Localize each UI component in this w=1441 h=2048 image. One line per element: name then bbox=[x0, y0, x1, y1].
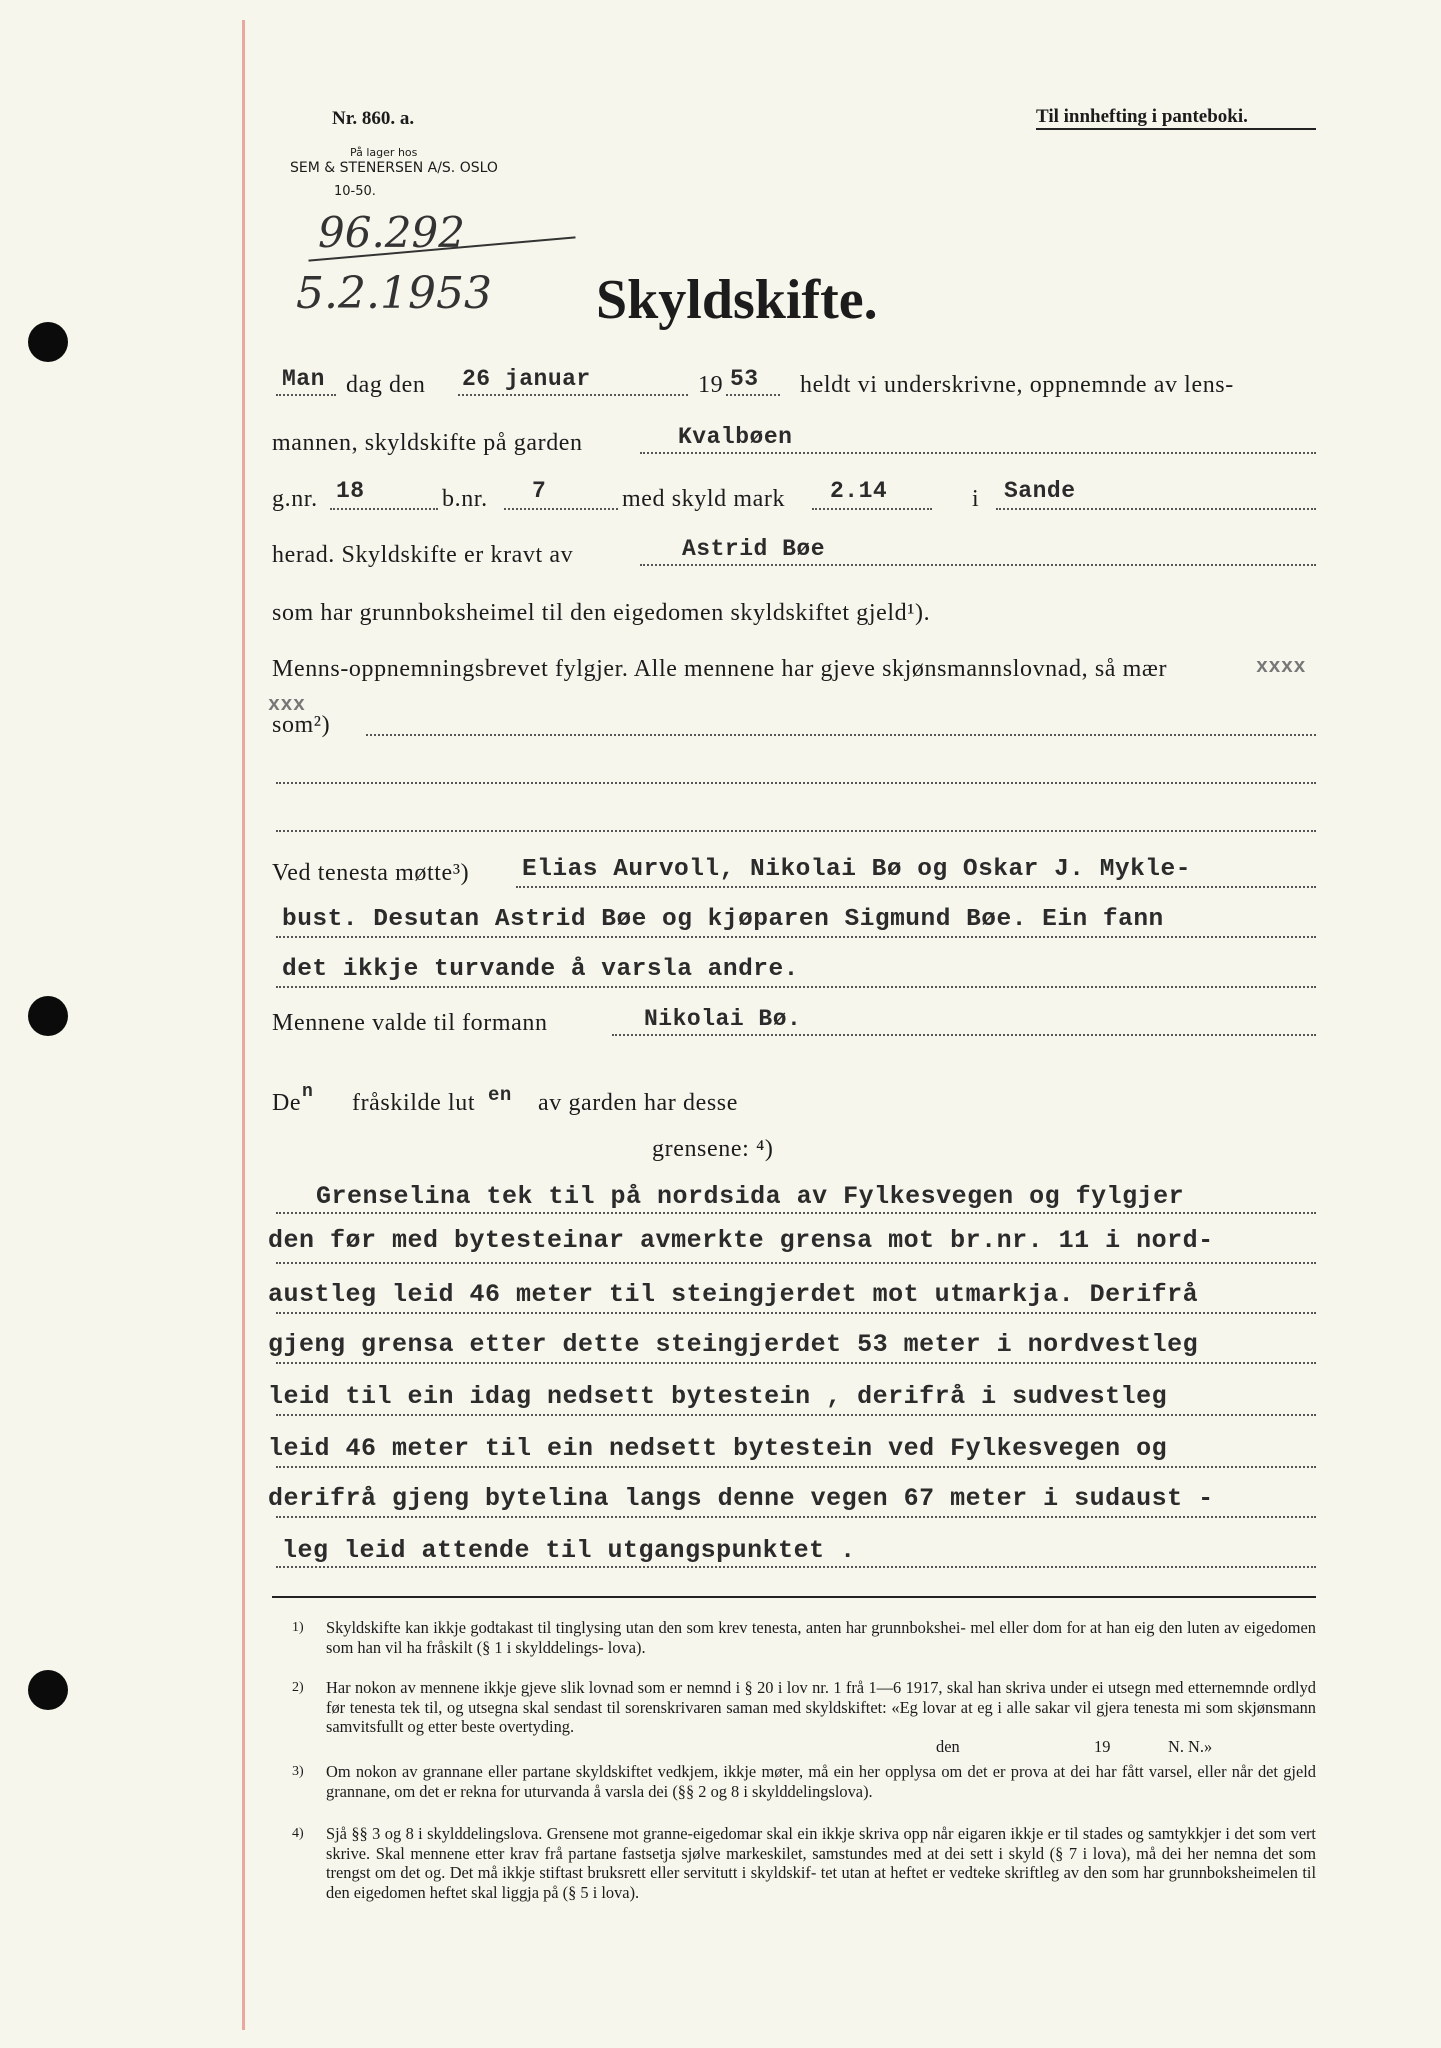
present-line: Elias Aurvoll, Nikolai Bø og Oskar J. Mykle- bbox=[522, 856, 1191, 883]
footnote-text: Har nokon av mennene ikkje gjeve slik lovnad som er nemnd i § 20 i lov nr. 1 frå 1—6 1917, skal han skriva under ei utsegn med etternemnde ordlyd før tenesta tek til, og utsegna skal sendast til sorenskrivaren saman med skyldskiftet: «Eg lovar at eg i alle sakar vil gjera tenesta mi som skjønsmann samvitsfullt og etter beste overtyding. bbox=[326, 1678, 1316, 1737]
fill-line bbox=[458, 394, 688, 396]
fill-line bbox=[640, 564, 1316, 566]
footnote-text: Sjå §§ 3 og 8 i skylddelingslova. Grensene mot granne-eigedomar skal ein ikkje skriva opp når eigaren ikkje er til stades og samtykkjer i det som vert skrive. Skal mennene etter krav frå partane fastsetja sjølve markeskilet, samstundes med at dei sett i skyld (§ 7 i lova), må dei her nemna det som trengst om det og. Det må ikkje stiftast bruksrett eller servitutt i skyldskif- tet utan at heftet er vedteke skriftleg av den som har grunnboksheimelen til den eigedomen heftet skal liggja på (§ 5 i lova). bbox=[326, 1824, 1316, 1902]
registration-number: 96.292 bbox=[318, 208, 465, 257]
fill-line bbox=[640, 452, 1316, 454]
boundary-label: grensene: ⁴) bbox=[652, 1136, 774, 1162]
label-skyld: med skyld mark bbox=[622, 486, 786, 512]
fill-line bbox=[276, 1212, 1316, 1214]
fill-line bbox=[612, 1034, 1316, 1036]
footnote-number: 3) bbox=[292, 1764, 304, 1779]
publisher-line2: SEM & STENERSEN A/S. OSLO bbox=[290, 160, 498, 176]
print-code: 10-50. bbox=[334, 184, 376, 199]
fill-line bbox=[276, 394, 336, 396]
boundary-line: derifrå gjeng bytelina langs denne vegen 67 meter i sudaust - bbox=[268, 1484, 1214, 1513]
boundary-line: austleg leid 46 meter til steingjerdet mot utmarkja. Derifrå bbox=[268, 1280, 1199, 1309]
footnote-number: 1) bbox=[292, 1620, 304, 1635]
label-i: i bbox=[972, 486, 980, 512]
fill-line bbox=[276, 1516, 1316, 1518]
punch-hole bbox=[28, 322, 68, 362]
fill-line bbox=[276, 830, 1316, 832]
footnote-separator bbox=[272, 1596, 1316, 1598]
fill-line bbox=[276, 936, 1316, 938]
fill-line bbox=[276, 1262, 1316, 1264]
publisher-line1: På lager hos bbox=[350, 146, 418, 159]
present-line: bust. Desutan Astrid Bøe og kjøparen Sigmund Bøe. Ein fann bbox=[282, 906, 1164, 933]
chair-value: Nikolai Bø. bbox=[644, 1006, 802, 1032]
present-line: det ikkje turvande å varsla andre. bbox=[282, 956, 799, 983]
punch-hole bbox=[28, 996, 68, 1036]
footnote-text: Om nokon av grannane eller partane skyldskiftet vedkjem, ikkje møter, må ein her opplysa om det er prova at dei har fått varsel, eller når det gjeld grannane, om det er rekna for uturvanda å varsla dei (§§ 2 og 8 i skylddelingslova). bbox=[326, 1762, 1316, 1801]
footnote-nn: N. N.» bbox=[1168, 1737, 1213, 1756]
binding-note: Til innhefting i panteboki. bbox=[1036, 106, 1248, 127]
gnr-value: 18 bbox=[336, 478, 365, 504]
label-garden: mannen, skyldskifte på garden bbox=[272, 430, 583, 456]
footnote-den: den bbox=[936, 1737, 960, 1756]
fill-line bbox=[276, 1466, 1316, 1468]
strike-marks: xxxx bbox=[1256, 656, 1307, 679]
parcel-text-b: av garden har desse bbox=[538, 1090, 738, 1116]
margin-line bbox=[242, 20, 245, 2030]
skyld-value: 2.14 bbox=[830, 478, 888, 504]
label-present: Ved tenesta møtte³) bbox=[272, 860, 470, 886]
parcel-prefix: De bbox=[272, 1090, 302, 1116]
fill-line bbox=[276, 986, 1316, 988]
binding-note-underline bbox=[1036, 128, 1316, 130]
label-kravt-av: herad. Skyldskifte er kravt av bbox=[272, 542, 574, 568]
bnr-value: 7 bbox=[532, 478, 547, 504]
fill-line bbox=[276, 782, 1316, 784]
fill-line bbox=[276, 1414, 1316, 1416]
boundary-line: leid 46 meter til ein nedsett bytestein ved Fylkesvegen og bbox=[268, 1434, 1168, 1463]
fill-line bbox=[516, 886, 1316, 888]
label-dag-den: dag den bbox=[346, 372, 426, 398]
fill-line bbox=[330, 508, 438, 510]
fill-line bbox=[726, 394, 780, 396]
boundary-line: leg leid attende til utgangspunktet . bbox=[282, 1536, 856, 1565]
label-chair: Mennene valde til formann bbox=[272, 1010, 548, 1036]
footnote-text: Skyldskifte kan ikkje godtakast til tinglysing utan den som krev tenesta, anten har grunnbokshei- mel eller dom for at han eig den luten av eigedomen som han vil ha fråskilt (§ 1 i skylddelings- lova). bbox=[326, 1618, 1316, 1657]
page-title: Skyldskifte. bbox=[596, 269, 878, 331]
boundary-line: den før med bytesteinar avmerkte grensa mot br.nr. 11 i nord- bbox=[268, 1226, 1214, 1255]
fill-line bbox=[276, 1312, 1316, 1314]
fill-line bbox=[276, 1566, 1316, 1568]
form-number: Nr. 860. a. bbox=[332, 108, 415, 129]
requester-value: Astrid Bøe bbox=[682, 536, 826, 562]
heimel-text: som har grunnboksheimel til den eigedomen skyldskiftet gjeld¹). bbox=[272, 600, 931, 626]
farm-value: Kvalbøen bbox=[678, 424, 793, 450]
fill-line bbox=[996, 508, 1316, 510]
date-value: 26 januar bbox=[462, 366, 591, 392]
label-gnr: g.nr. bbox=[272, 486, 318, 512]
label-heldt-vi: heldt vi underskrivne, oppnemnde av lens- bbox=[800, 372, 1234, 398]
parcel-en: en bbox=[488, 1084, 512, 1106]
boundary-line: gjeng grensa etter dette steingjerdet 53 meter i nordvestleg bbox=[268, 1330, 1199, 1359]
municipality-value: Sande bbox=[1004, 478, 1076, 504]
parcel-text-a: fråskilde lut bbox=[352, 1090, 476, 1116]
fill-line bbox=[504, 508, 618, 510]
punch-hole bbox=[28, 1670, 68, 1710]
weekday-value: Man bbox=[282, 366, 325, 392]
fill-line bbox=[366, 734, 1316, 736]
label-bnr: b.nr. bbox=[442, 486, 488, 512]
label-som: som²) bbox=[272, 712, 331, 738]
year-value: 53 bbox=[730, 366, 759, 392]
registration-date: 5.2.1953 bbox=[296, 268, 492, 319]
parcel-n: n bbox=[302, 1082, 314, 1102]
footnote-19: 19 bbox=[1094, 1737, 1111, 1756]
fill-line bbox=[276, 1362, 1316, 1364]
footnote-number: 4) bbox=[292, 1826, 304, 1841]
boundary-line: leid til ein idag nedsett bytestein , derifrå i sudvestleg bbox=[268, 1382, 1168, 1411]
strike-marks: xxx bbox=[268, 694, 306, 717]
oppnemning-text: Menns-oppnemningsbrevet fylgjer. Alle mennene har gjeve skjønsmannslovnad, så mær bbox=[272, 656, 1168, 682]
footnote-number: 2) bbox=[292, 1680, 304, 1695]
label-year-prefix: 19 bbox=[698, 372, 724, 398]
boundary-line: Grenselina tek til på nordsida av Fylkesvegen og fylgjer bbox=[316, 1182, 1185, 1211]
fill-line bbox=[812, 508, 932, 510]
